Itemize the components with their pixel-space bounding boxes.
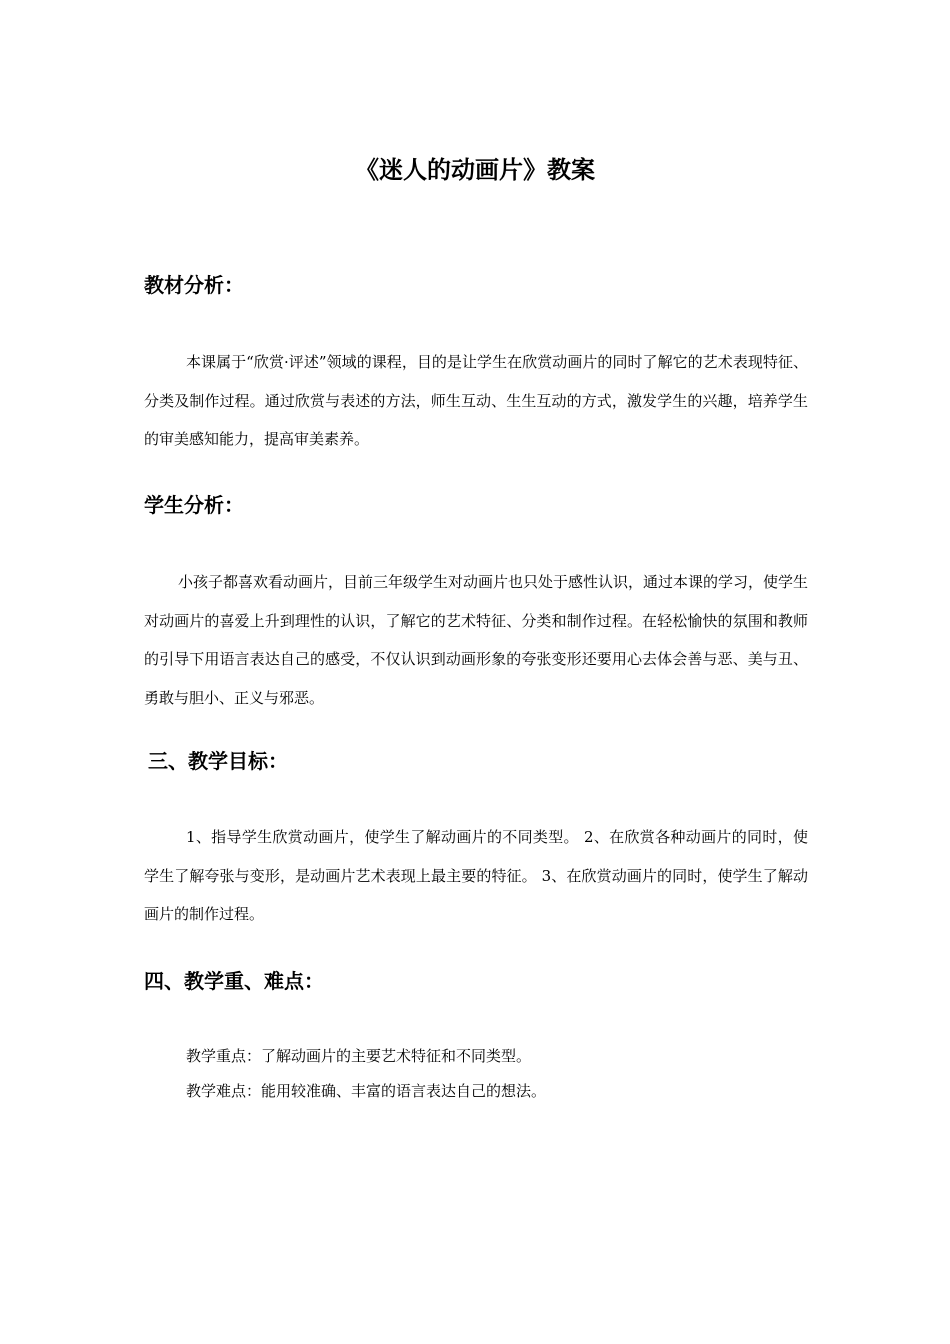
teaching-goals-heading: 三、教学目标：: [148, 749, 288, 773]
document-title: 《迷人的动画片》教案: [355, 156, 595, 184]
teaching-focus-line: 教学重点：了解动画片的主要艺术特征和不同类型。: [186, 1047, 532, 1065]
teaching-difficulty-line: 教学难点：能用较准确、丰富的语言表达自己的想法。: [186, 1082, 547, 1100]
student-analysis-heading: 学生分析：: [144, 493, 244, 517]
material-analysis-heading: 教材分析：: [144, 273, 244, 297]
key-points-heading: 四、教学重、难点：: [144, 969, 324, 993]
material-analysis-paragraph: 本课属于“欣赏·评述”领域的课程，目的是让学生在欣赏动画片的同时了解它的艺术表现特征、分类及制作过程。通过欣赏与表述的方法，师生互动、生生互动的方式，激发学生的兴趣，培养学生的审美感知能力，提高审美素养。: [144, 353, 808, 448]
teaching-goals-paragraph: 1、指导学生欣赏动画片，使学生了解动画片的不同类型。 2、在欣赏各种动画片的同时，使学生了解夸张与变形，是动画片艺术表现上最主要的特征。 3、在欣赏动画片的同时，使学生了解动画片的制作过程。: [144, 828, 808, 923]
student-analysis-paragraph: 小孩子都喜欢看动画片，目前三年级学生对动画片也只处于感性认识，通过本课的学习，使学生对动画片的喜爱上升到理性的认识，了解它的艺术特征、分类和制作过程。在轻松愉快的氛围和教师的引导下用语言表达自己的感受，不仅认识到动画形象的夸张变形还要用心去体会善与恶、美与丑、勇敢与胆小、正义与邪恶。: [144, 573, 809, 707]
